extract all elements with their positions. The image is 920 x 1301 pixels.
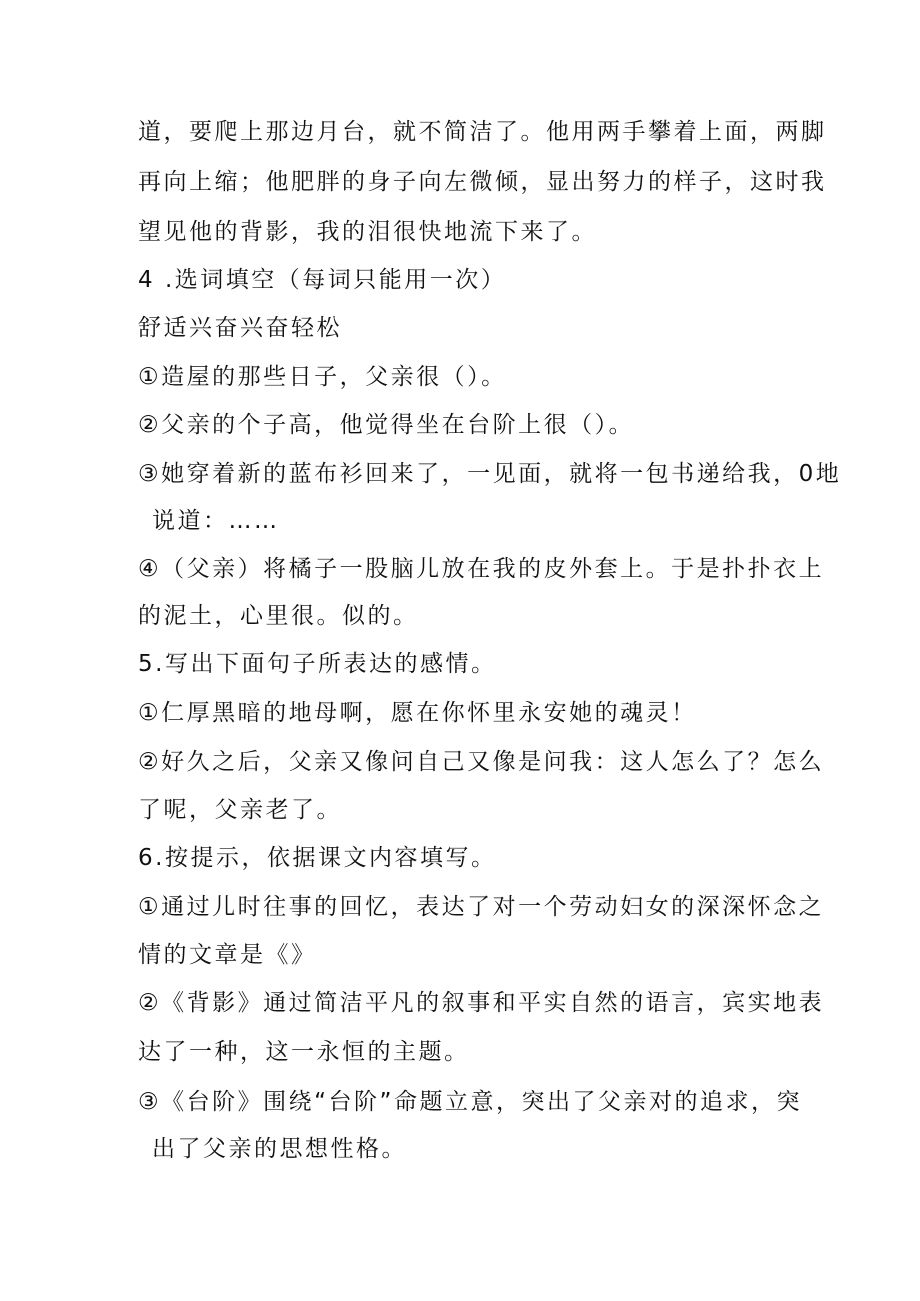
question-heading: 6.按提示，依据课文内容填写。 (138, 845, 497, 871)
question-heading: 4 .选词填空（每词只能用一次） (138, 267, 507, 293)
text-line: ①通过儿时往事的回忆，表达了对一个劳动妇女的深深怀念之 (138, 894, 825, 920)
text-line: 了呢，父亲老了。 (138, 797, 342, 823)
text-line: 望见他的背影，我的泪很快地流下来了。 (138, 219, 597, 245)
text-line: 出了父亲的思想性格。 (152, 1136, 407, 1162)
text-line: ②好久之后，父亲又像问自己又像是问我：这人怎么了？怎么 (138, 749, 825, 775)
text-line: 道，要爬上那边月台，就不简洁了。他用两手攀着上面，两脚 (138, 119, 827, 145)
text-line: ④（父亲）将橘子一股脑儿放在我的皮外套上。于是扑扑衣上 (138, 556, 825, 582)
text-line: 再向上缩；他肥胖的身子向左微倾，显出努力的样子，这时我 (138, 169, 827, 195)
text-line: ③《台阶》围绕“台阶”命题立意，突出了父亲对的追求，突 (138, 1089, 802, 1115)
word-choices: 舒适兴奋兴奋轻松 (138, 315, 342, 341)
text-line: ②父亲的个子高，他觉得坐在台阶上很（）。 (138, 412, 635, 438)
text-line: ①仁厚黑暗的地母啊，愿在你怀里永安她的魂灵！ (138, 700, 697, 726)
text-line: 情的文章是《》 (138, 942, 317, 968)
question-heading: 5.写出下面句子所表达的感情。 (138, 651, 497, 677)
text-line: ②《背影》通过简洁平凡的叙事和平实自然的语言，宾实地表 (138, 990, 825, 1016)
text-line: 说道：…… (152, 508, 280, 534)
text-line: ③她穿着新的蓝布衫回来了，一见面，就将一包书递给我，0地 (138, 461, 842, 487)
text-line: ①造屋的那些日子，父亲很（）。 (138, 364, 507, 390)
text-line: 达了一种，这一永恒的主题。 (138, 1039, 470, 1065)
text-line: 的泥土，心里很。似的。 (138, 603, 419, 629)
